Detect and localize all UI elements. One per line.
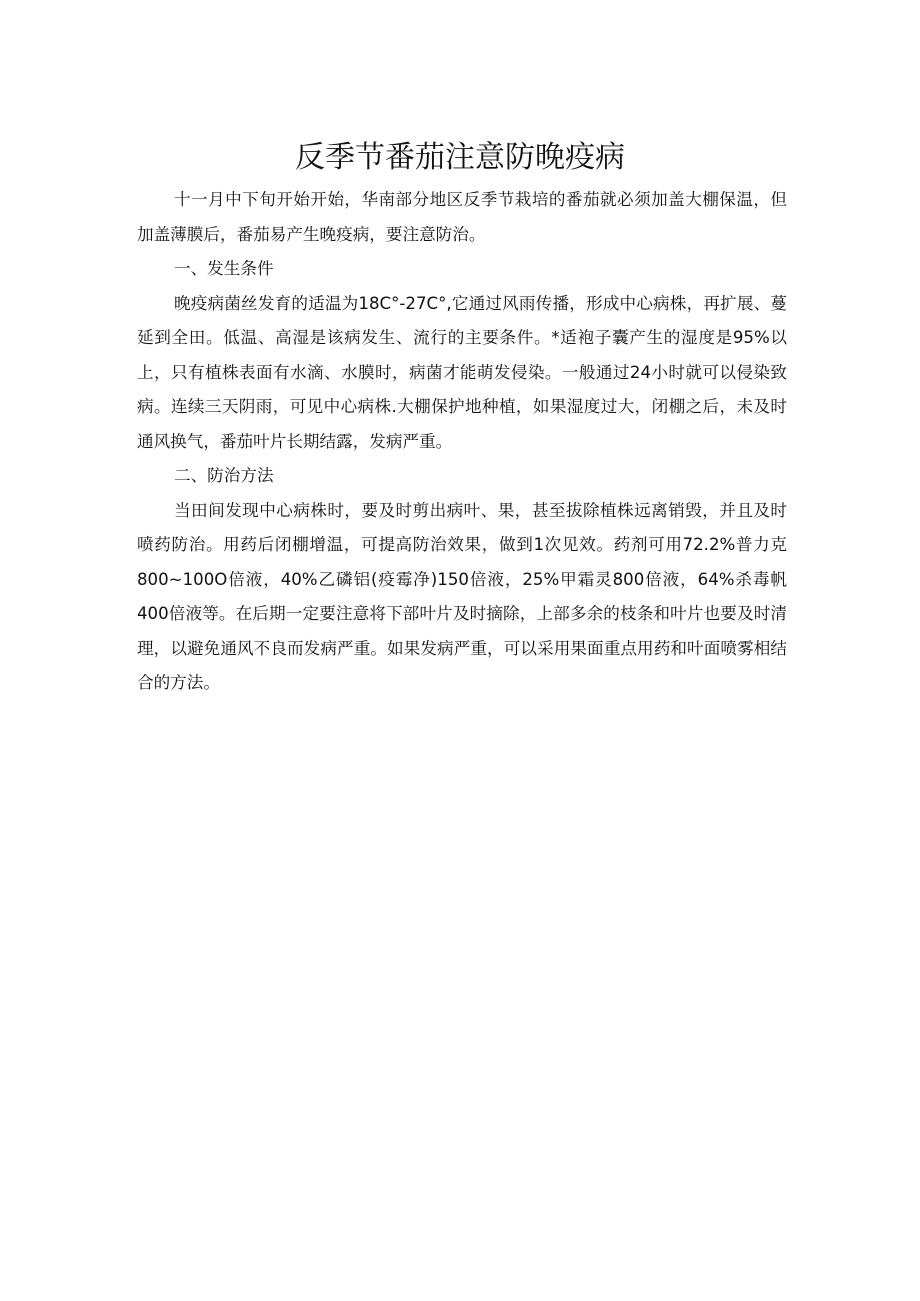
conditions-paragraph: 晚疫病菌丝发育的适温为18C°-27C°,它通过风雨传播，形成中心病株，再扩展、蔓延到全田。低温、高湿是该病发生、流行的主要条件。*适袍子囊产生的湿度是95%以上，只有植株表面有水滴、水膜时，病菌才能萌发侵染。一般通过24小时就可以侵染致病。连续三天阴雨，可见中心病株.大棚保护地种植，如果湿度过大，闭棚之后，未及时通风换气，番茄叶片长期结露，发病严重。 [137,293,787,451]
section-heading-conditions: 一、发生条件 [174,259,274,278]
document-body [137,183,787,701]
section-heading-prevention: 二、防治方法 [174,466,274,485]
prevention-paragraph: 当田间发现中心病株时，要及时剪出病叶、果，甚至拔除植株远离销毁，并且及时喷药防治。用药后闭棚增温，可提高防治效果，做到1次见效。药剂可用72.2%普力克800~100O倍液，40%乙磷铝(疫霉净)150倍液，25%甲霜灵800倍液，64%杀毒帆400倍液等。在后期一定要注意将下部叶片及时摘除，上部多余的枝条和叶片也要及时清理，以避免通风不良而发病严重。如果发病严重，可以采用果面重点用药和叶面喷雾相结合的方法。 [137,500,787,692]
intro-paragraph: 十一月中下旬开始开始，华南部分地区反季节栽培的番茄就必须加盖大棚保温，但加盖薄膜后，番茄易产生晚疫病，要注意防治。 [137,190,787,244]
document-title: 反季节番茄注意防晚疫病 [295,140,625,176]
